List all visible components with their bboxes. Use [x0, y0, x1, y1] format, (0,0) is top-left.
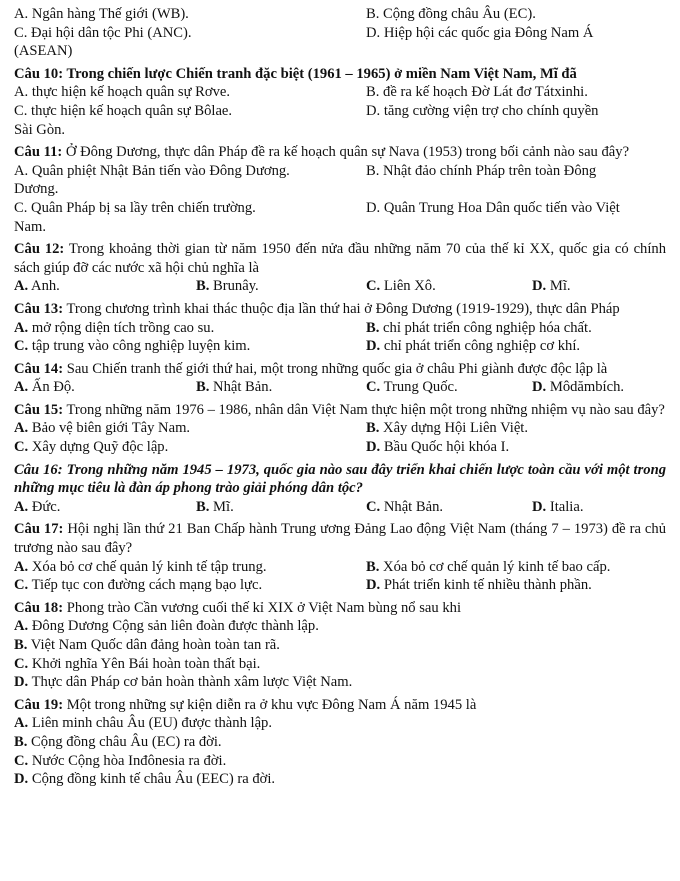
option-text: Mĩ. [546, 278, 571, 295]
question-19 [14, 696, 666, 789]
option-b [196, 277, 366, 296]
option-d [14, 770, 666, 789]
question-text: Ở Đông Dương, thực dân Pháp đề ra kế hoạch quân sự Nava (1953) trong bối cảnh nào sau đây? [62, 144, 630, 161]
question-10 [14, 65, 666, 139]
option-c [14, 576, 366, 595]
options-row [14, 419, 666, 438]
option-b [14, 636, 666, 655]
option-label: B. [196, 278, 210, 295]
option-text: Môdămbích. [546, 379, 625, 396]
option-text: chỉ phát triển công nghiệp cơ khí. [380, 338, 581, 355]
option-d-continued: Sài Gòn. [14, 121, 66, 138]
option-label: A. [14, 715, 29, 732]
option-label: C. [366, 278, 381, 295]
options-row [14, 102, 666, 121]
option-d [366, 337, 580, 356]
option-label: A. [14, 278, 29, 295]
options-row [14, 24, 666, 43]
option-text: Xóa bỏ cơ chế quản lý kinh tế tập trung. [28, 558, 267, 575]
option-label: B. [196, 379, 210, 396]
option-b [14, 733, 666, 752]
question-text: Trong khoảng thời gian từ năm 1950 đến nửa đầu những năm 70 của thế kỉ XX, quốc gia có chính sách giúp đỡ các nước xã hội chủ nghĩa là [14, 241, 666, 276]
question-number: Câu 11: [14, 144, 63, 161]
option-label: A. [14, 498, 29, 515]
question-text: Một trong những sự kiện diễn ra ở khu vực Đông Nam Á năm 1945 là [63, 696, 477, 713]
option-text: Cộng đồng kinh tế châu Âu (EEC) ra đời. [28, 771, 276, 788]
option-text: Việt Nam Quốc dân đảng hoàn toàn tan rã. [27, 637, 280, 653]
option-b [366, 319, 592, 338]
question-14 [14, 360, 666, 397]
option-label: D. [532, 278, 547, 295]
option-c: C. thực hiện kế hoạch quân sự Bôlae. [14, 102, 233, 119]
option-a [14, 558, 366, 577]
question-text: Trong những năm 1976 – 1986, nhân dân Việt Nam thực hiện một trong những nhiệm vụ nào sau đây? [63, 401, 665, 418]
option-text: Bầu Quốc hội khóa I. [380, 439, 510, 456]
option-a [14, 378, 196, 397]
option-c [14, 752, 666, 771]
option-text: Mĩ. [209, 498, 234, 515]
option-text: Nhật Bản. [380, 498, 444, 515]
options-row [14, 5, 666, 24]
option-label: B. [14, 637, 28, 653]
options-row [14, 199, 666, 218]
option-text: Xây dựng Hội Liên Việt. [379, 420, 529, 437]
option-text: chỉ phát triển công nghiệp hóa chất. [379, 319, 592, 336]
option-label: D. [532, 379, 547, 396]
option-label: D. [366, 338, 381, 355]
option-text: Anh. [28, 278, 60, 295]
options-row [14, 498, 666, 517]
option-d [532, 378, 624, 397]
option-d: D. Hiệp hội các quốc gia Đông Nam Á [366, 24, 594, 41]
option-text: Italia. [546, 498, 584, 515]
question-17 [14, 520, 666, 594]
option-a [14, 277, 196, 296]
option-d: D. tăng cường viện trợ cho chính quyền [366, 102, 599, 119]
options-row [14, 576, 666, 595]
option-label: C. [14, 338, 29, 355]
option-text: Cộng đồng châu Âu (EC) ra đời. [27, 733, 222, 750]
option-text: Đông Dương Cộng sản liên đoàn được thành lập. [28, 618, 319, 635]
option-text: Thực dân Pháp cơ bản hoàn thành xâm lược Việt Nam. [28, 674, 353, 691]
option-text: Phát triển kinh tế nhiều thành phần. [380, 577, 592, 594]
question-stem [14, 696, 666, 715]
option-label: A. [14, 618, 29, 635]
option-label: A. [14, 319, 29, 336]
option-c: C. Quân Pháp bị sa lầy trên chiến trường. [14, 199, 256, 216]
option-label: B. [366, 319, 380, 336]
option-label: D. [14, 771, 29, 788]
option-a [14, 617, 666, 636]
options-row [14, 558, 666, 577]
options-row [14, 438, 666, 457]
option-text: Liên Xô. [380, 278, 436, 295]
question-stem [14, 300, 666, 319]
option-d [532, 498, 583, 517]
option-text: Đức. [28, 498, 61, 515]
option-c [366, 378, 532, 397]
option-text: Nhật Bản. [209, 379, 273, 396]
option-a: A. Quân phiệt Nhật Bản tiến vào Đông Dương. [14, 162, 290, 179]
question-number: Câu 12: [14, 241, 65, 258]
option-label: A. [14, 558, 29, 575]
option-label: C. [366, 379, 381, 396]
option-a: A. Ngân hàng Thế giới (WB). [14, 6, 189, 22]
question-text: Trong chương trình khai thác thuộc địa lần thứ hai ở Đông Dương (1919-1929), thực dân Pháp [63, 300, 620, 317]
option-d [366, 438, 509, 457]
options-row [14, 319, 666, 338]
question-stem [14, 240, 666, 277]
question-stem [14, 143, 666, 162]
option-a: A. thực hiện kế hoạch quân sự Rơve. [14, 84, 231, 101]
options-row [14, 162, 666, 181]
options-row [14, 277, 666, 296]
question-stem: Câu 10: Trong chiến lược Chiến tranh đặc biệt (1961 – 1965) ở miền Nam Việt Nam, Mĩ đã [14, 65, 577, 82]
option-c [14, 655, 666, 674]
option-text: Trung Quốc. [380, 379, 458, 396]
question-stem [14, 599, 666, 618]
option-label: B. [366, 558, 380, 575]
option-b [366, 558, 610, 577]
options-row [14, 378, 666, 397]
question-text: Sau Chiến tranh thế giới thứ hai, một trong những quốc gia ở châu Phi giành được độc lập là [63, 360, 608, 377]
option-label: D. [14, 674, 29, 691]
options-row [14, 337, 666, 356]
option-d [532, 277, 571, 296]
option-text: Xây dựng Quỹ độc lập. [28, 439, 169, 456]
option-label: C. [14, 439, 29, 456]
question-number: Câu 15: [14, 401, 64, 418]
option-label: C. [366, 498, 381, 515]
option-d-continued: (ASEAN) [14, 43, 73, 60]
option-b [196, 498, 366, 517]
question-stem [14, 520, 666, 557]
option-label: B. [196, 498, 210, 515]
question-number: Câu 14: [14, 360, 64, 377]
option-text: Nước Cộng hòa Inđônesia ra đời. [28, 752, 227, 769]
option-text: Liên minh châu Âu (EU) được thành lập. [28, 715, 272, 732]
option-label: B. [14, 733, 28, 750]
option-a [14, 419, 366, 438]
option-label: D. [532, 498, 547, 515]
option-c [366, 498, 532, 517]
option-label: C. [14, 752, 29, 769]
option-text: Ấn Độ. [28, 379, 75, 396]
option-d: D. Quân Trung Hoa Dân quốc tiến vào Việt [366, 199, 620, 216]
option-label: D. [366, 439, 381, 456]
option-c [366, 277, 532, 296]
question-11 [14, 143, 666, 236]
option-d [14, 673, 666, 692]
question-number: Câu 18: [14, 599, 64, 616]
option-b: B. Cộng đồng châu Âu (EC). [366, 6, 536, 22]
option-b-continued: Dương. [14, 181, 59, 198]
option-label: A. [14, 420, 29, 437]
option-text: Xóa bỏ cơ chế quản lý kinh tế bao cấp. [379, 558, 611, 575]
question-13 [14, 300, 666, 356]
question-18 [14, 599, 666, 692]
option-c [14, 337, 366, 356]
option-label: C. [14, 655, 29, 672]
question-text: Hội nghị lần thứ 21 Ban Chấp hành Trung ương Đảng Lao động Việt Nam (tháng 7 – 1973) đề ra chủ trương nào sau đây? [14, 521, 666, 557]
option-text: mở rộng diện tích trồng cao su. [28, 319, 215, 336]
question-16 [14, 461, 666, 517]
option-text: Brunây. [209, 278, 259, 295]
question-number: Câu 13: [14, 300, 64, 317]
option-b [366, 419, 528, 438]
question-number: Câu 19: [14, 696, 64, 713]
option-text: tập trung vào công nghiệp luyện kim. [28, 338, 251, 355]
option-a [14, 319, 366, 338]
question-stem [14, 360, 666, 379]
option-a [14, 714, 666, 733]
option-d-continued: Nam. [14, 218, 47, 235]
option-d [366, 576, 592, 595]
question-stem: Câu 16: Trong những năm 1945 – 1973, quốc gia nào sau đây triển khai chiến lược toàn cầu với một trong những mục tiêu là đàn áp phong trào giải phóng dân tộc? [14, 461, 666, 497]
question-text: Phong trào Cần vương cuối thế kỉ XIX ở Việt Nam bùng nổ sau khi [63, 599, 462, 616]
option-a [14, 498, 196, 517]
option-c: C. Đại hội dân tộc Phi (ANC). [14, 24, 192, 41]
question-15 [14, 401, 666, 457]
option-text: Bảo vệ biên giới Tây Nam. [28, 420, 191, 437]
option-b [196, 378, 366, 397]
option-label: A. [14, 379, 29, 396]
question-12 [14, 240, 666, 296]
option-b: B. đề ra kế hoạch Đờ Lát đơ Tátxinhi. [366, 84, 588, 101]
options-row [14, 83, 666, 102]
option-label: D. [366, 577, 381, 594]
option-b: B. Nhật đảo chính Pháp trên toàn Đông [366, 162, 597, 179]
option-c [14, 438, 366, 457]
question-stem [14, 401, 666, 420]
option-label: B. [366, 420, 380, 437]
question-number: Câu 17: [14, 521, 64, 538]
option-text: Khởi nghĩa Yên Bái hoàn toàn thất bại. [28, 655, 261, 672]
option-text: Tiếp tục con đường cách mạng bạo lực. [28, 577, 263, 594]
option-label: C. [14, 577, 29, 594]
